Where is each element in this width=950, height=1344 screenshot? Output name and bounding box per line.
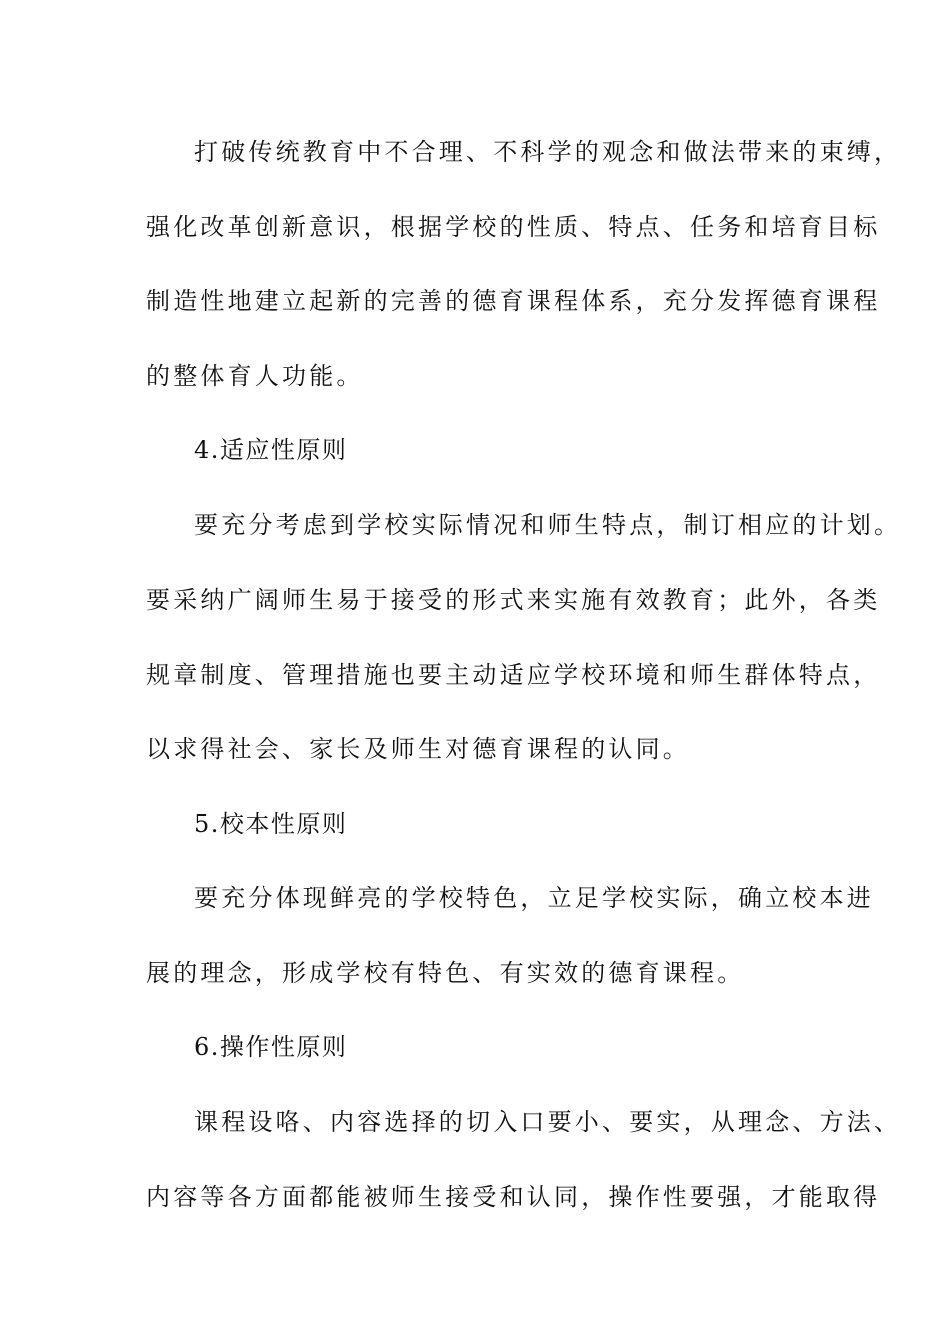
paragraph-line: 制造性地建立起新的完善的德育课程体系，充分发挥德育课程 xyxy=(146,287,881,315)
paragraph-line: 要充分考虑到学校实际情况和师生特点，制订相应的计划。 xyxy=(194,511,902,539)
paragraph-line: 要采纳广阔师生易于接受的形式来实施有效教育；此外，各类 xyxy=(146,586,881,614)
paragraph-line: 的整体育人功能。 xyxy=(146,362,364,390)
paragraph-line: 要充分体现鲜亮的学校特色，立足学校实际，确立校本进 xyxy=(194,884,874,912)
paragraph-line: 展的理念，形成学校有特色、有实效的德育课程。 xyxy=(146,959,745,987)
section-heading: 4.适应性原则 xyxy=(194,436,348,464)
paragraph-line: 以求得社会、家长及师生对德育课程的认同。 xyxy=(146,735,690,763)
section-heading: 6.操作性原则 xyxy=(194,1033,348,1061)
paragraph-line: 规章制度、管理措施也要主动适应学校环境和师生群体特点， xyxy=(146,661,881,689)
paragraph-line: 强化改革创新意识，根据学校的性质、特点、任务和培育目标 xyxy=(146,213,881,241)
paragraph-line: 内容等各方面都能被师生接受和认同，操作性要强，才能取得 xyxy=(146,1183,881,1211)
paragraph-line: 课程设咯、内容选择的切入口要小、要实，从理念、方法、 xyxy=(194,1108,902,1136)
section-heading: 5.校本性原则 xyxy=(194,810,348,838)
paragraph-line: 打破传统教育中不合理、不科学的观念和做法带来的束缚， xyxy=(194,138,902,166)
